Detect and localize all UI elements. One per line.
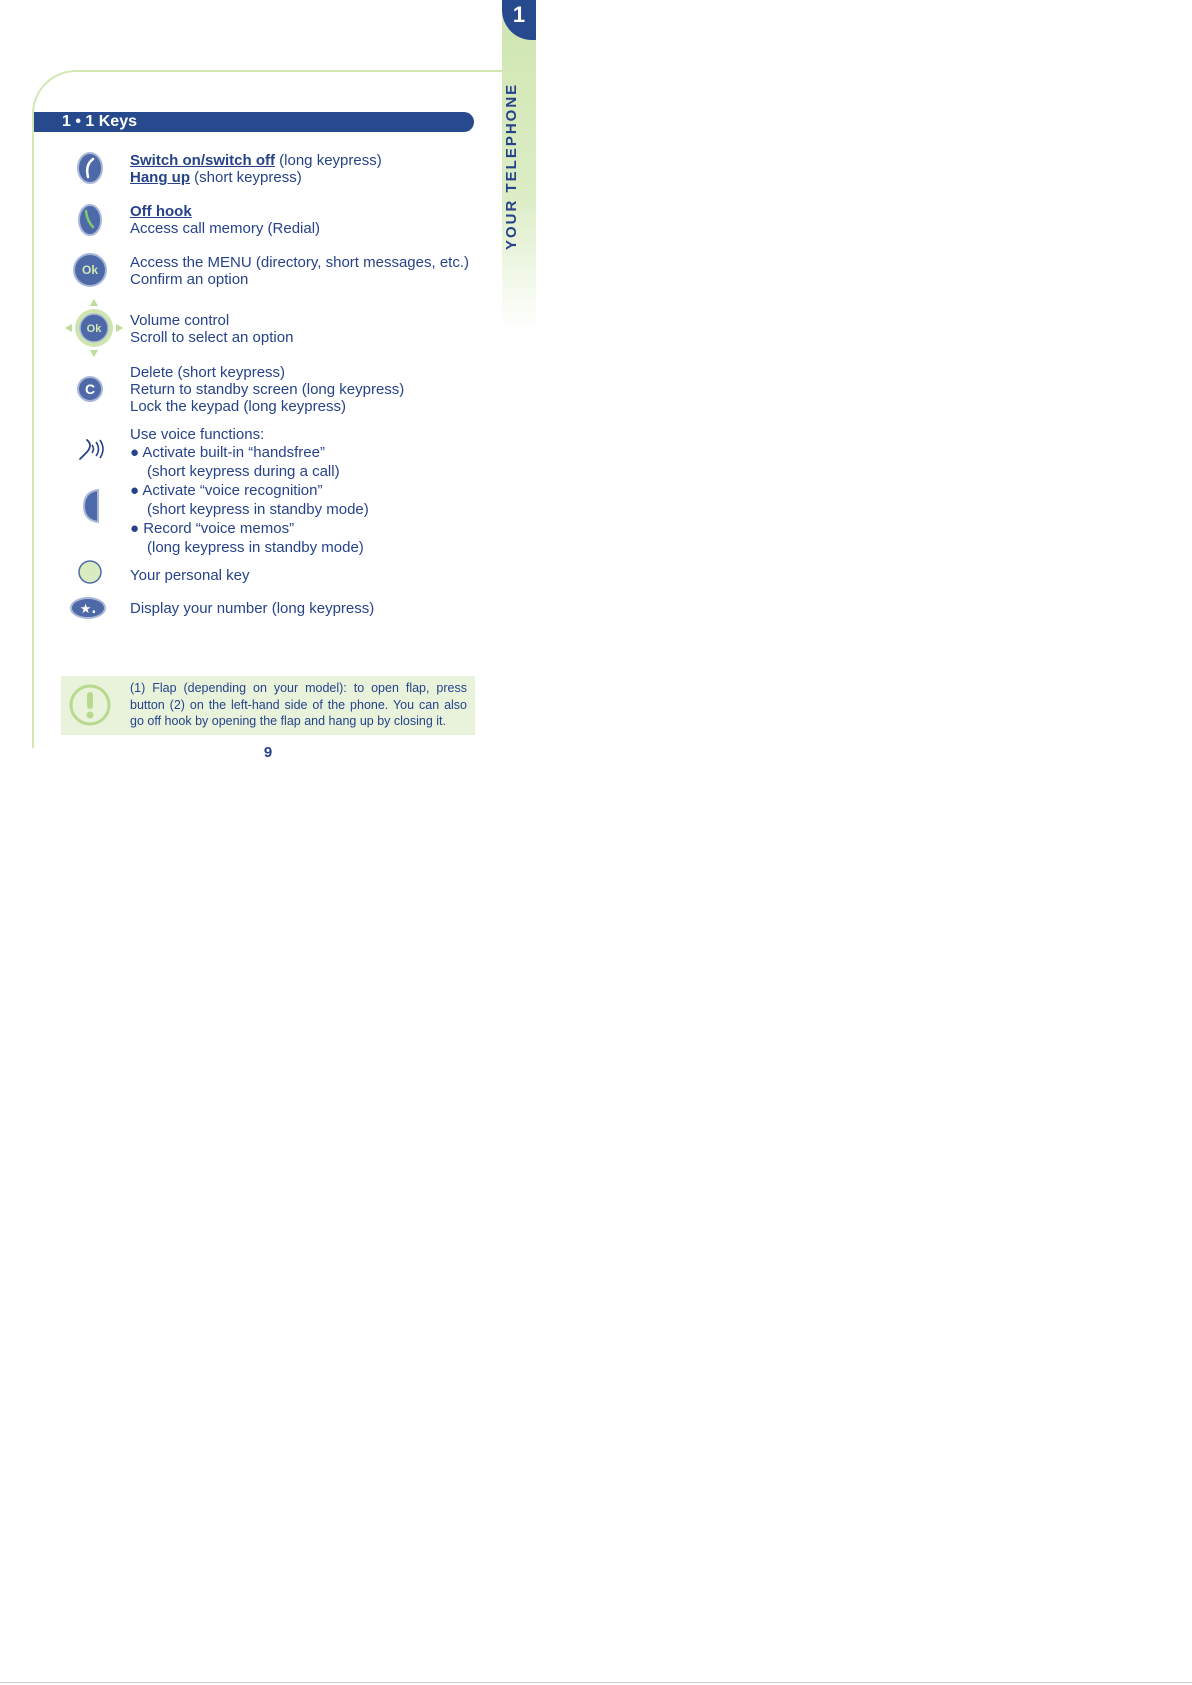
switch-on-off-note: (long keypress) <box>275 152 382 169</box>
redial-desc: Access call memory (Redial) <box>130 220 321 237</box>
standby-desc: Return to standby screen (long keypress) <box>130 381 405 398</box>
volume-control-desc: Volume control <box>130 312 230 329</box>
navigation-key-icon <box>64 298 124 358</box>
hang-up-note: (short keypress) <box>190 169 302 186</box>
lock-keypad-desc: Lock the keypad (long keypress) <box>130 398 346 415</box>
off-hook-label: Off hook <box>130 203 192 220</box>
section-heading-bar <box>34 112 474 132</box>
star-key-label: ★. <box>79 602 97 617</box>
chapter-side-title: YOUR TELEPHONE <box>503 82 520 250</box>
ok-key-icon <box>72 252 108 288</box>
delete-desc: Delete (short keypress) <box>130 364 286 381</box>
ok-key-desc <box>130 254 469 288</box>
note-text: (1) Flap (depending on your model): to open flap, press button (2) on the left-hand side of the phone. You can also go off hook by opening the flap and hang up by closing it. <box>130 681 467 728</box>
nav-key-label: Ok <box>86 323 102 335</box>
personal-key-desc <box>130 567 250 584</box>
voice-memo-note: (long keypress in standby mode) <box>147 539 364 556</box>
star-key-desc <box>130 600 374 617</box>
voice-handsfree-bullet: ● Activate built-in “handsfree” <box>130 444 325 461</box>
voice-functions-desc <box>130 426 369 556</box>
voice-recognition-note: (short keypress in standby mode) <box>147 501 369 518</box>
power-key-icon <box>72 150 108 186</box>
voice-intro: Use voice functions: <box>130 426 265 443</box>
confirm-option-desc: Confirm an option <box>130 271 249 288</box>
switch-on-off-label: Switch on/switch off <box>130 152 275 169</box>
page-bottom-rule <box>0 1682 1192 1683</box>
side-button-icon <box>80 488 102 524</box>
navigation-key-desc <box>130 312 293 346</box>
page-number: 9 <box>263 744 273 761</box>
clear-key-label: C <box>84 381 96 397</box>
menu-access-desc: Access the MENU (directory, short messages, etc.) <box>130 254 469 271</box>
voice-recognition-bullet: ● Activate “voice recognition” <box>130 482 323 499</box>
personal-key-text: Your personal key <box>130 567 250 584</box>
clear-key-desc <box>130 364 404 415</box>
hang-up-label: Hang up <box>130 169 190 186</box>
scroll-option-desc: Scroll to select an option <box>130 329 294 346</box>
offhook-key-icon <box>72 202 108 238</box>
star-key-icon <box>69 596 107 620</box>
voice-handsfree-note: (short keypress during a call) <box>147 463 340 480</box>
note-box <box>61 676 475 735</box>
chapter-number: 1 <box>512 2 526 27</box>
voice-memo-bullet: ● Record “voice memos” <box>130 520 295 537</box>
display-number-desc: Display your number (long keypress) <box>130 600 375 617</box>
offhook-key-desc <box>130 203 320 237</box>
voice-handsfree-icon <box>78 437 106 463</box>
ok-key-label: Ok <box>81 263 99 277</box>
warning-icon <box>67 682 113 728</box>
clear-key-icon <box>72 371 108 407</box>
section-heading: 1 • 1 Keys <box>62 113 137 130</box>
power-key-desc <box>130 152 382 186</box>
personal-key-icon <box>72 558 108 594</box>
